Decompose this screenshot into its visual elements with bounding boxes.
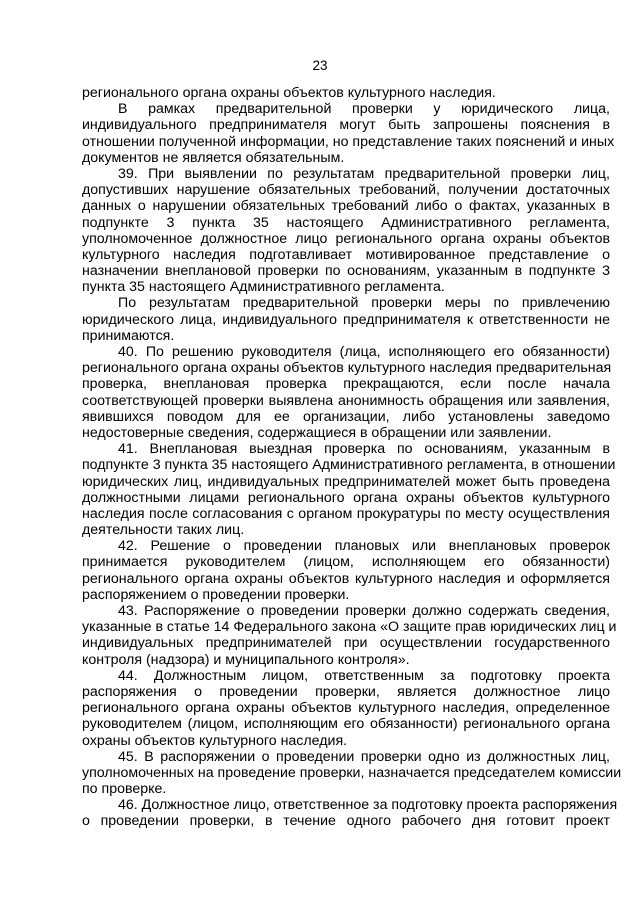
text-line: явившихся поводом для ее организации, либо установлены заведомо <box>82 408 610 425</box>
text-line: уполномоченное должностное лицо регионального органа охраны объектов <box>82 230 610 247</box>
text-line: 39. При выявлении по результатам предварительной проверки лиц, <box>118 165 610 182</box>
text-line: охраны объектов культурного наследия. <box>82 732 348 749</box>
text-line: индивидуального предпринимателя могут быть запрошены пояснения в <box>82 117 610 134</box>
text-line: должностными лицами регионального органа охраны объектов культурного <box>82 489 610 506</box>
text-line: допустивших нарушение обязательных требований, получении достаточных <box>82 182 610 199</box>
text-line: распоряжением о проведении проверки. <box>82 586 350 603</box>
text-line: недостоверные сведения, содержащиеся в обращении или заявлении. <box>82 424 552 441</box>
text-line: 46. Должностное лицо, ответственное за подготовку проекта распоряжения <box>118 797 618 814</box>
text-line: подпункте 3 пункта 35 настоящего Административного регламента, <box>82 214 610 231</box>
paragraph <box>82 295 610 344</box>
text-line: назначении внеплановой проверки по основаниям, указанным в подпункте 3 <box>82 263 610 280</box>
text-line: принимаются. <box>82 327 175 344</box>
text-line: по проверке. <box>82 781 167 798</box>
text-line: пункта 35 настоящего Административного регламента. <box>82 279 445 296</box>
text-line: распоряжения о проведении проверки, является должностное лицо <box>82 683 610 700</box>
document-body <box>82 85 622 830</box>
paragraph <box>82 748 622 798</box>
text-line: По результатам предварительной проверки меры по привлечению <box>118 295 610 312</box>
text-line: культурного наследия подготавливает мотивированное представление о <box>82 246 610 263</box>
text-line: о проведении проверки, в течение одного рабочего дня готовит проект <box>82 813 610 830</box>
text-line: юридического лица, индивидуального предпринимателя к ответственности не <box>82 311 610 328</box>
text-line: документов не является обязательным. <box>82 149 345 166</box>
text-line: регионального органа охраны объектов культурного наследия. <box>82 85 496 101</box>
text-line: уполномоченных на проведение проверки, назначается председателем комиссии <box>82 764 622 781</box>
page-number: 23 <box>312 58 328 73</box>
text-line: соответствующей проверки выявлена анонимность обращения или заявления, <box>82 392 610 409</box>
text-line: наследия после согласования с органом прокуратуры по месту осуществления <box>82 505 610 522</box>
text-line: регионального органа охраны объектов культурного наследия, определенное <box>82 700 610 717</box>
text-line: В рамках предварительной проверки у юридического лица, <box>118 101 610 118</box>
text-line: 44. Должностным лицом, ответственным за подготовку проекта <box>118 667 610 684</box>
text-line: 40. По решению руководителя (лица, исполняющего его обязанности) <box>118 344 610 360</box>
paragraph <box>82 344 610 441</box>
paragraph <box>82 603 617 668</box>
text-line: юридических лиц, индивидуальных предпринимателей может быть проведена <box>82 473 610 490</box>
text-line: отношении полученной информации, но представление таких пояснений и иных <box>82 133 615 150</box>
text-line: регионального органа охраны объектов культурного наследия и оформляется <box>82 570 610 587</box>
text-line: проверка, внеплановая проверка прекращаются, если после начала <box>82 376 610 393</box>
text-line: контроля (надзора) и муниципального контроля». <box>82 651 410 668</box>
paragraph <box>82 668 610 749</box>
text-line: указанные в статье 14 Федерального закона «О защите прав юридических лиц и <box>82 619 617 636</box>
text-line: руководителем (лицом, исполняющим его обязанности) регионального органа <box>82 716 610 733</box>
paragraph <box>82 538 610 603</box>
paragraph <box>82 85 610 101</box>
text-line: деятельности таких лиц. <box>82 522 245 539</box>
paragraph <box>82 166 610 296</box>
text-line: 45. В распоряжении о проведении проверки одно из должностных лиц, <box>118 748 610 765</box>
paragraph <box>82 441 616 539</box>
text-line: регионального органа охраны объектов культурного наследия предварительная <box>82 360 612 377</box>
text-line: 41. Внеплановая выездная проверка по основаниям, указанным в <box>118 441 610 458</box>
text-line: индивидуальных предпринимателей при осуществлении государственного <box>82 635 610 652</box>
paragraph <box>82 101 615 166</box>
text-line: 43. Распоряжение о проведении проверки должно содержать сведения, <box>118 603 610 619</box>
text-line: подпункте 3 пункта 35 настоящего Административного регламента, в отношении <box>82 457 616 474</box>
text-line: данных о нарушении обязательных требований либо о фактах, указанных в <box>82 198 610 215</box>
paragraph <box>82 797 618 830</box>
text-line: 42. Решение о проведении плановых или внеплановых проверок <box>118 538 610 555</box>
text-line: принимается руководителем (лицом, исполняющем его обязанности) <box>82 554 610 571</box>
